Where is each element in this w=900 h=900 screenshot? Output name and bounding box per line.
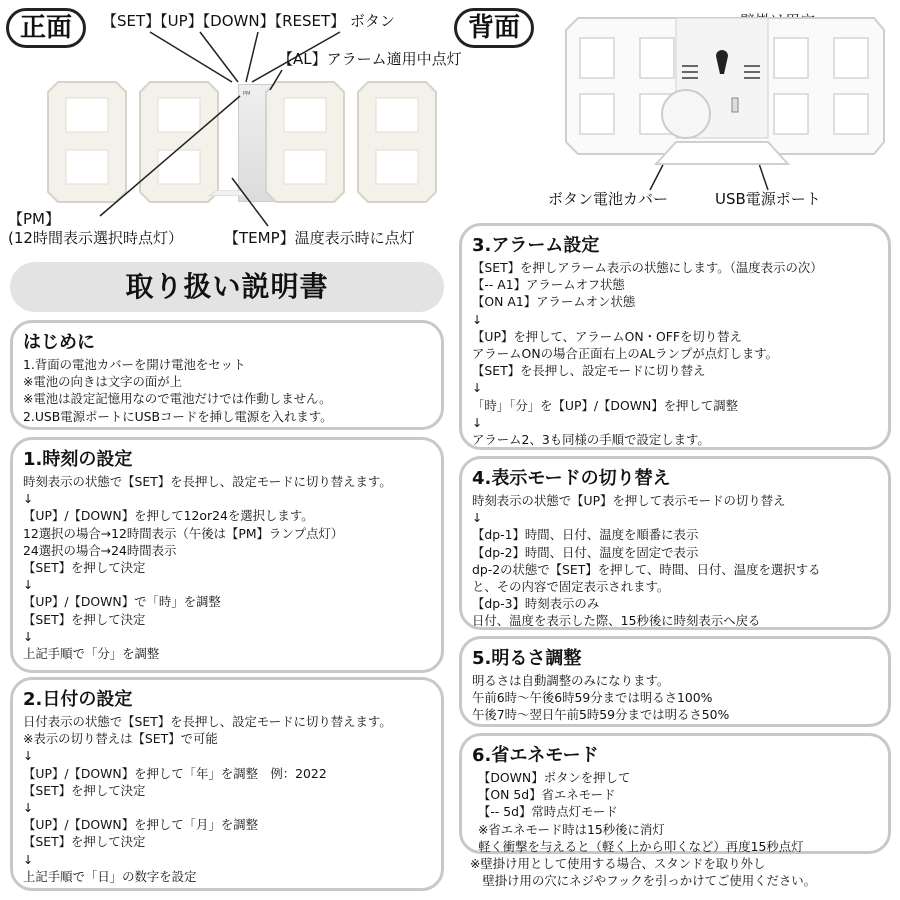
pm-lamp-callout: 【PM】 (8, 210, 60, 228)
section-title: 6.省エネモード (472, 745, 599, 766)
section-line: 時刻表示の状態で【SET】を長押し、設定モードに切り替えます。 (23, 474, 392, 489)
intro-section (10, 320, 444, 430)
section-line: 上記手順で「日」の数字を設定 (23, 868, 197, 884)
seven-segment-digit (44, 78, 130, 206)
section-line: 【dp-3】時刻表示のみ (472, 596, 600, 612)
section-line: 【UP】/【DOWN】を押して「年」を調整 例：2022 (23, 765, 327, 781)
date-setting-section (10, 677, 444, 891)
section-line: アラームONの場合正面右上のALランプが点灯します。 (472, 346, 779, 362)
section-line: ↓ (23, 851, 34, 867)
section-line: 【-- A1】アラームオフ状態 (472, 277, 625, 293)
section-line: 【dp-1】時間、日付、温度を順番に表示 (472, 527, 699, 543)
section-line: ↓ (23, 748, 34, 764)
pm-lamp-callout-detail: (12時間表示選択時点灯） (8, 229, 183, 247)
clock-stand (140, 190, 320, 216)
section-line: 軽く衝撃を与えると（軽く上から叩くなど）再度15秒点灯 (478, 838, 804, 854)
section-line: 24選択の場合→24時間表示 (23, 542, 177, 558)
section-line: 【ON 5d】省エネモード (478, 787, 616, 803)
section-line: 1.背面の電池カバーを開け電池をセット (23, 357, 246, 372)
section-line: 日付表示の状態で【SET】を長押し、設定モードに切り替えます。 (23, 714, 392, 729)
section-title: 3.アラーム設定 (472, 235, 600, 256)
section-line: 午後7時〜翌日午前5時59分までは明るさ50% (472, 707, 730, 723)
section-line: ↓ (472, 311, 483, 327)
section-line: ※省エネモード時は15秒後に消灯 (478, 821, 665, 837)
usb-port-callout: USB電源ポート (715, 190, 821, 208)
section-line: 【UP】/【DOWN】を押して12or24を選択します。 (23, 508, 314, 524)
temp-lamp-callout: 【TEMP】温度表示時に点灯 (224, 229, 415, 247)
section-line: 12選択の場合→12時間表示（午後は【PM】ランプ点灯） (23, 525, 344, 541)
section-line: 【ON A1】アラームオン状態 (472, 294, 636, 310)
section-line: ※電池の向きは文字の面が上 (23, 374, 183, 390)
time-setting-section (10, 437, 444, 673)
section-line: 時刻表示の状態で【UP】を押して表示モードの切り替え (472, 493, 786, 508)
section-line: ※表示の切り替えは【SET】で可能 (23, 731, 218, 747)
section-line: ↓ (23, 800, 34, 816)
section-line: 午前6時〜午後6時59分までは明るさ100% (472, 690, 713, 706)
eco-mode-section (459, 733, 891, 854)
section-title: はじめに (23, 332, 95, 353)
section-line: ↓ (472, 380, 483, 396)
section-line: アラーム2、3も同様の手順で設定します。 (472, 432, 710, 448)
seven-segment-digit (136, 78, 222, 206)
section-title: 2.日付の設定 (23, 689, 133, 710)
section-title: 5.明るさ調整 (472, 648, 582, 669)
alarm-setting-section (459, 223, 891, 450)
section-line: 【SET】を押して決定 (23, 611, 146, 627)
alarm-lamp-callout: 【AL】アラーム適用中点灯 (278, 50, 462, 68)
section-line: 日付、温度を表示した際、15秒後に時刻表示へ戻る (472, 613, 761, 629)
section-line: ↓ (472, 414, 483, 430)
section-line: ↓ (23, 628, 34, 644)
section-line: ↓ (23, 577, 34, 593)
clock-back-illustration (556, 14, 886, 184)
section-title: 1.時刻の設定 (23, 449, 133, 470)
section-line: ※電池は設定記憶用なので電池だけでは作動しません。 (23, 391, 332, 407)
section-line: 【SET】を押して決定 (23, 834, 146, 850)
section-line: 【SET】を長押し、設定モードに切り替え (472, 363, 706, 379)
display-mode-section (459, 456, 891, 630)
section-title: 4.表示モードの切り替え (472, 468, 671, 489)
section-line: と、その内容で固定表示されます。 (472, 579, 670, 595)
section-line: 【SET】を押して決定 (23, 560, 146, 576)
section-line: 【SET】を押しアラーム表示の状態にします。（温度表示の次） (472, 260, 823, 275)
seven-segment-digit (354, 78, 440, 206)
seven-segment-digit (262, 78, 348, 206)
section-line: 【-- 5d】常時点灯モード (478, 804, 618, 820)
section-line: 【UP】を押して、アラームON・OFFを切り替え (472, 328, 742, 344)
section-line: dp-2の状態で【SET】を押して、時間、日付、温度を選択する (472, 561, 821, 577)
note-line: 壁掛け用の穴にネジやフックを引っかけてご使用ください。 (470, 873, 817, 888)
back-view-label: 背面 (454, 8, 534, 48)
section-line: 【UP】/【DOWN】で「時」を調整 (23, 594, 221, 610)
section-line: 明るさは自動調整のみになります。 (472, 673, 670, 688)
battery-cover-callout: ボタン電池カバー (548, 190, 669, 208)
section-line: 【SET】を押して決定 (23, 782, 146, 798)
manual-title: 取り扱い説明書 (10, 262, 444, 312)
pm-indicator: PM (243, 91, 251, 97)
section-line: ↓ (472, 510, 483, 526)
note-line: ※壁掛け用として使用する場合、スタンドを取り外し (470, 856, 766, 871)
section-line: 「時」「分」を【UP】/【DOWN】を押して調整 (472, 397, 738, 413)
buttons-callout: 【SET】【UP】【DOWN】【RESET】 ボタン (102, 12, 395, 30)
section-line: 【dp-2】時間、日付、温度を固定で表示 (472, 544, 699, 560)
front-view-label: 正面 (6, 8, 86, 48)
section-line: 【UP】/【DOWN】を押して「月」を調整 (23, 817, 258, 833)
section-line: 【DOWN】ボタンを押して (478, 770, 631, 785)
section-line: ↓ (23, 491, 34, 507)
section-line: 上記手順で「分」を調整 (23, 646, 160, 662)
brightness-section (459, 636, 891, 727)
section-line: 2.USB電源ポートにUSBコードを挿し電源を入れます。 (23, 408, 333, 424)
clock-front-illustration (44, 78, 444, 206)
wall-mount-note (470, 855, 895, 889)
